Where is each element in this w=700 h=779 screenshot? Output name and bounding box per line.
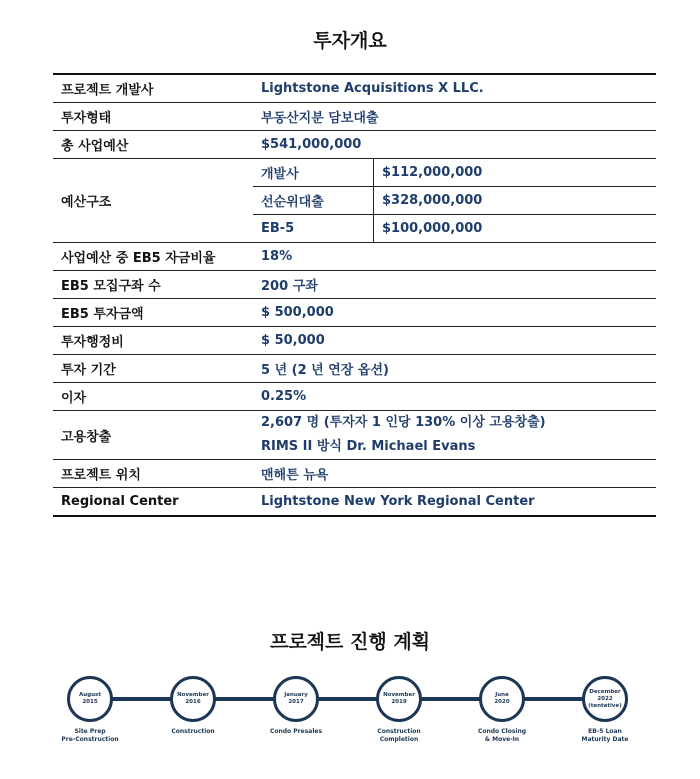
milestone-node [376,676,422,722]
table-row [53,159,656,187]
milestone-circle [582,676,628,722]
row-value: 맨해튼 뉴욕 [253,460,656,488]
row-value: $ 500,000 [253,299,656,327]
milestone-caption-line: Site Prep [74,728,106,735]
milestone-node [479,676,525,722]
row-value: $ 50,000 [253,327,656,355]
row-value: Lightstone New York Regional Center [253,488,656,517]
milestone-date: January [284,692,308,698]
table-row [53,355,656,383]
budget-source-name: EB-5 [253,215,374,243]
milestone-node [273,676,319,722]
row-label: 투자 기간 [53,355,253,383]
budget-source-amount: $328,000,000 [374,187,657,215]
table-row [53,131,656,159]
table-row [53,243,656,271]
milestone-caption-line: Maturity Date [581,736,629,743]
milestone-year: 2017 [288,699,304,705]
milestone-node [582,676,628,722]
milestone-caption-line: Construction [377,728,421,735]
milestone-caption [45,728,135,744]
row-label: 투자행정비 [53,327,253,355]
budget-source-amount: $112,000,000 [374,159,657,187]
employment-method: RIMS II 방식 Dr. Michael Evans [261,439,476,454]
milestone-caption-line: Condo Closing [477,728,527,735]
milestone-node [67,676,113,722]
employment-label: 고용창출 [53,411,253,460]
row-label: EB5 투자금액 [53,299,253,327]
milestone-caption-line: Completion [379,736,419,743]
investment-overview-table [53,73,656,517]
timeline-track [90,697,605,701]
row-value: 부동산지분 담보대출 [253,103,656,131]
milestone-date: November [383,692,415,698]
table-row [53,460,656,488]
row-value: 200 구좌 [253,271,656,299]
milestone-caption [148,728,238,736]
milestone-year: 2019 [391,699,407,705]
milestone-circle [273,676,319,722]
milestone-caption-line: Pre-Construction [61,736,119,743]
milestone-caption-line: EB-5 Loan [588,728,622,735]
milestone-date: June [495,692,509,698]
milestone-date: August [79,692,101,698]
row-label: 투자형태 [53,103,253,131]
table-row [53,299,656,327]
table-row [53,74,656,103]
milestone-circle [170,676,216,722]
table-row [53,103,656,131]
page-title: 투자개요 [313,30,387,52]
table-row [53,271,656,299]
milestone-node [170,676,216,722]
plan-title: 프로젝트 진행 계획 [269,631,431,653]
budget-structure-label: 예산구조 [53,159,253,243]
employment-count: 2,607 명 (투자자 1 인당 130% 이상 고용창출) [261,415,546,430]
table-row [53,327,656,355]
milestone-caption-line: Construction [171,728,215,735]
row-label: 총 사업예산 [53,131,253,159]
row-label: 사업예산 중 EB5 자금비율 [53,243,253,271]
project-timeline [0,676,700,776]
table-row [53,383,656,411]
employment-value [253,411,656,460]
row-label: Regional Center [53,488,253,517]
table-row [53,488,656,517]
budget-source-amount: $100,000,000 [374,215,657,243]
milestone-year: 2015 [82,699,98,705]
row-value: 18% [253,243,656,271]
milestone-year: 2016 [185,699,201,705]
row-value: 5 년 (2 년 연장 옵션) [253,355,656,383]
row-value: Lightstone Acquisitions X LLC. [253,74,656,103]
milestone-caption [457,728,547,744]
row-value: 0.25% [253,383,656,411]
milestone-circle [67,676,113,722]
milestone-caption [560,728,650,744]
row-label: 프로젝트 위치 [53,460,253,488]
row-label: 프로젝트 개발사 [53,74,253,103]
milestone-note: (tentative) [588,702,622,709]
budget-source-name: 선순위대출 [253,187,374,215]
milestone-circle [376,676,422,722]
row-label: 이자 [53,383,253,411]
milestone-circle [479,676,525,722]
milestone-date: December [589,688,621,695]
milestone-date: November [177,692,209,698]
budget-source-name: 개발사 [253,159,374,187]
row-value: $541,000,000 [253,131,656,159]
milestone-year: 2022 [597,695,613,702]
table-row [53,411,656,460]
milestone-caption-line: & Move-In [484,736,520,743]
milestone-year: 2020 [494,699,510,705]
milestone-caption [354,728,444,744]
row-label: EB5 모집구좌 수 [53,271,253,299]
milestone-caption-line: Condo Presales [269,728,323,735]
milestone-caption [251,728,341,736]
